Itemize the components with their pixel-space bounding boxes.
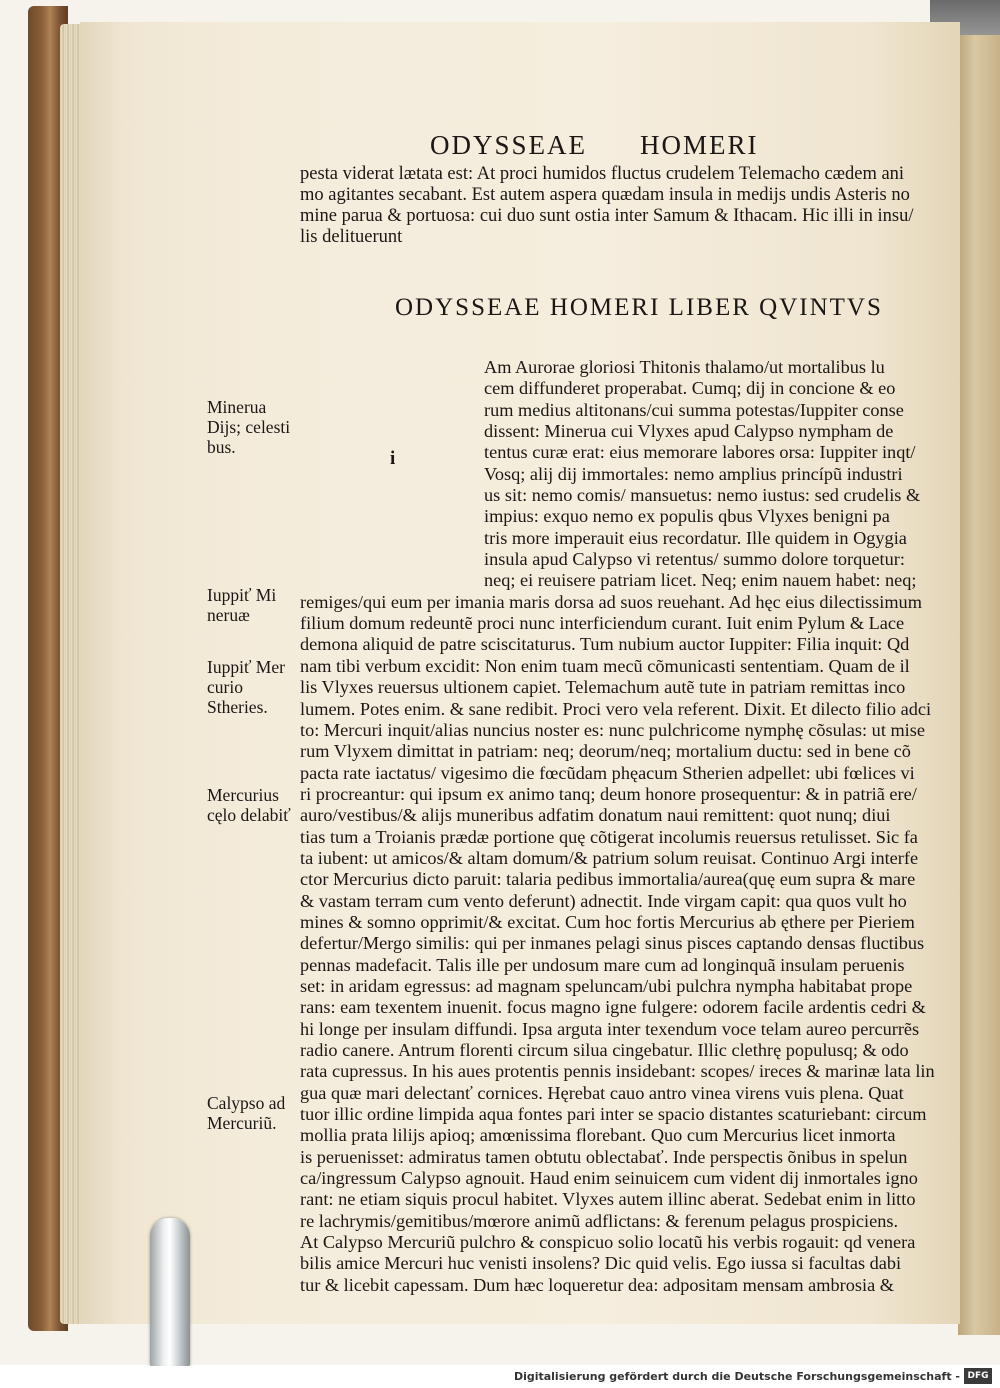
running-header-right: HOMERI xyxy=(640,130,759,160)
marginal-line: Calypso ad xyxy=(207,1093,286,1113)
text-line: cem diffunderet properabat. Cumq; dij in concione & eo xyxy=(484,378,896,399)
text-line: ca/ingressum Calypso agnouit. Haud enim seinuicem cum vident dij inmortales igno xyxy=(300,1168,918,1189)
text-line: pennas madefacit. Talis ille per undosum mare cum ad longinquã insulam peruenis xyxy=(300,954,905,975)
text-line: demona aliquid de patre sciscitaturus. Tum nubium auctor Iuppiter: Filia inquit: Qd xyxy=(300,634,910,655)
text-line: rans: eam texentem inuenit. focus magno igne fulgere: odorem facile ardentis cedri & xyxy=(300,997,926,1018)
text-line: rata cupressus. In his aues protentis pennis insidebant: scopes/ ireces & marinæ lata lin xyxy=(300,1061,935,1082)
text-line: auro/vestibus/& alijs muneribus adfatim donatum naui remittent: quot nunq; diui xyxy=(300,805,891,826)
text-line: set: in aridam egressus: ad magnam speluncam/ubi pulchra nympha habitabat prope xyxy=(300,975,913,996)
text-line: rant: ne etiam siquis procul habitet. Vlyxes autem illinc aberat. Sedebat enim in litto xyxy=(300,1189,916,1210)
text-line: us sit: nemo comis/ mansuetus: nemo iustus: sed crudelis & xyxy=(484,485,921,506)
text-line: gua quæ mari delectanť cornices. Hęrebat cauo antro vinea virens vuis plena. Quat xyxy=(300,1082,904,1103)
marginal-note xyxy=(207,1093,285,1133)
text-line: tur & licebit capessam. Dum hæc loqueretur dea: adpositam mensam ambrosia & xyxy=(300,1274,894,1295)
marginal-note xyxy=(207,785,291,825)
marginal-line: Iuppiť Mi xyxy=(207,585,277,605)
initial-guide-letter: i xyxy=(390,448,396,469)
marginal-line: curio xyxy=(207,677,243,697)
dfg-logo-icon: DFG xyxy=(964,1368,992,1384)
text-line: ri procreantur: qui ipsum ex animo tanq; deum honore prosequentur: & in patriã ere/ xyxy=(300,783,917,804)
marginal-line: Minerua xyxy=(207,397,267,417)
text-line: Vosq; alij dij immortales: nemo amplius princípũ industri xyxy=(484,463,903,484)
text-line: rum Vlyxem dimittat in patriam: neq; deorum/neq; mortalium ductu: sed in bene cõ xyxy=(300,741,911,762)
text-line: mollia prata lilijs apioq; amœnissima florebant. Quo cum Mercurius licet inmorta xyxy=(300,1125,896,1146)
text-line: tris more imperauit eius recordatur. Ille quidem in Ogygia xyxy=(484,527,907,548)
marginal-note xyxy=(207,397,290,457)
text-line: is peruenisset: admiratus tamen obtutu oblectabať. Inde perspectis õnibus in spelun xyxy=(300,1146,908,1167)
marginal-line: neruæ xyxy=(207,605,250,625)
text-line: nam tibi verbum excidit: Non enim tuam mecũ cõmunicasti sententiam. Quam de il xyxy=(300,655,910,676)
text-line: filium domum redeuntẽ proci nunc interficiendum curant. Iuit enim Pylum & Lace xyxy=(300,613,905,634)
text-line: tuor illic ordine limpida aqua fontes pari inter se spacio distantes scaturiebant: circum xyxy=(300,1104,927,1125)
text-line: pesta viderat lætata est: At proci humidos fluctus crudelem Telemacho cædem ani xyxy=(300,164,905,184)
text-line: ta iubent: ut amicos/& altam domum/& patrium solum reuisat. Continuo Argi interfe xyxy=(300,847,919,868)
text-line: insula apud Calypso vi retentus/ summo dolore torquetur: xyxy=(484,549,905,570)
digitization-footer xyxy=(0,1366,1000,1388)
text-line: remiges/qui eum per imania maris dorsa ad suos reuehant. Ad hęc eius dilectissimum xyxy=(300,591,922,612)
chapter-title: ODYSSEAE HOMERI LIBER QVINTVS xyxy=(395,294,883,321)
text-line: hi longe per insulam diffundi. Ipsa arguta inter texendum voce telam aureo percurrẽs xyxy=(300,1018,920,1039)
text-line: Am Aurorae gloriosi Thitonis thalamo/ut mortalibus lu xyxy=(484,357,885,377)
running-header-left: ODYSSEAE xyxy=(430,130,588,160)
marginal-line: cęlo delabiť xyxy=(207,805,291,825)
marginal-note xyxy=(207,657,285,717)
marginal-line: Mercurius xyxy=(207,785,279,805)
funding-credit: Digitalisierung gefördert durch die Deutsche Forschungsgemeinschaft - xyxy=(513,1370,960,1383)
text-line: radio canere. Antrum florenti circum silua cingebatur. Illic clethrę populusq; & odo xyxy=(300,1040,909,1060)
page-holder-clip xyxy=(150,1218,190,1368)
text-line: lis Vlyxes reuersus ultionem capiet. Telemachum autẽ tute in patriam remittas inco xyxy=(300,677,906,698)
text-line: rum medius altitonans/cui summa potestas/Iuppiter conse xyxy=(484,399,904,420)
text-line: pacta rate iactatus/ vigesimo die fœcũdam phęacum Stherien adpellet: ubi fœlices vi xyxy=(300,762,915,783)
text-line: to: Mercuri inquit/alias nuncius noster es: nunc pulchricome nymphę cõsulas: ut mise xyxy=(300,719,925,740)
facing-page-edge xyxy=(958,35,1000,1335)
marginal-note xyxy=(207,585,276,625)
text-line: mines & somno opprimit/& excitat. Cum hoc fortis Mercurius ab ęthere per Pieriem xyxy=(300,911,915,932)
text-line: tias tum a Troianis prædæ portione quę cõtigerat incolumis reuersus retulisset. Sic fa xyxy=(300,826,918,847)
text-line: re lachrymis/gemitibus/mœrore animũ adflictans: & ferenum pelagus prospiciens. xyxy=(300,1210,899,1231)
marginal-line: Mercuriũ. xyxy=(207,1113,277,1133)
text-line: bilis amice Mercuri huc venisti insolens? Dic quid velis. Ego iussa si facultas dabi xyxy=(300,1253,902,1274)
text-line: At Calypso Mercuriũ pulchro & conspicuo solio locatũ his verbis rogauit: qd venera xyxy=(300,1232,916,1253)
text-line: impius: exquo nemo ex populis qbus Vlyxes benigni pa xyxy=(484,506,890,527)
text-line: lis delituerunt xyxy=(300,227,403,247)
text-line: & vastam terram cum vento deferunt) adnectit. Inde virgam capit: qua quos vult ho xyxy=(300,890,907,911)
text-line: ctor Mercurius dicto paruit: talaria pedibus immortalia/aurea(quę eum supra & mare xyxy=(300,869,916,890)
marginal-line: Dijs; celesti xyxy=(207,417,291,437)
text-line: defertur/Mergo similis: qui per inmanes pelagi sinus pisces captando densas fluctibus xyxy=(300,933,925,954)
previous-book-ending xyxy=(300,164,914,248)
main-text-block xyxy=(300,357,935,1296)
text-line: neq; ei reuisere patriam licet. Neq; enim nauem habet: neq; xyxy=(484,570,917,591)
text-line: dissent: Minerua cui Vlyxes apud Calypso nympham de xyxy=(484,421,894,442)
text-line: mine parua & portuosa: cui duo sunt ostia inter Samum & Ithacam. Hic illi in insu/ xyxy=(300,206,914,226)
text-line: tentus curæ erat: eius memorare labores orsa: Iuppiter inqt/ xyxy=(484,442,916,463)
marginal-line: Iuppiť Mer xyxy=(207,657,285,677)
marginal-line: bus. xyxy=(207,437,236,457)
text-line: mo agitantes secabant. Est autem aspera quædam insula in medijs undis Asteris no xyxy=(300,185,910,205)
marginal-line: Stheries. xyxy=(207,697,268,717)
text-line: lumem. Potes enim. & sane redibit. Proci vero vela referent. Dixit. Et dilecto filio adci xyxy=(300,698,932,719)
